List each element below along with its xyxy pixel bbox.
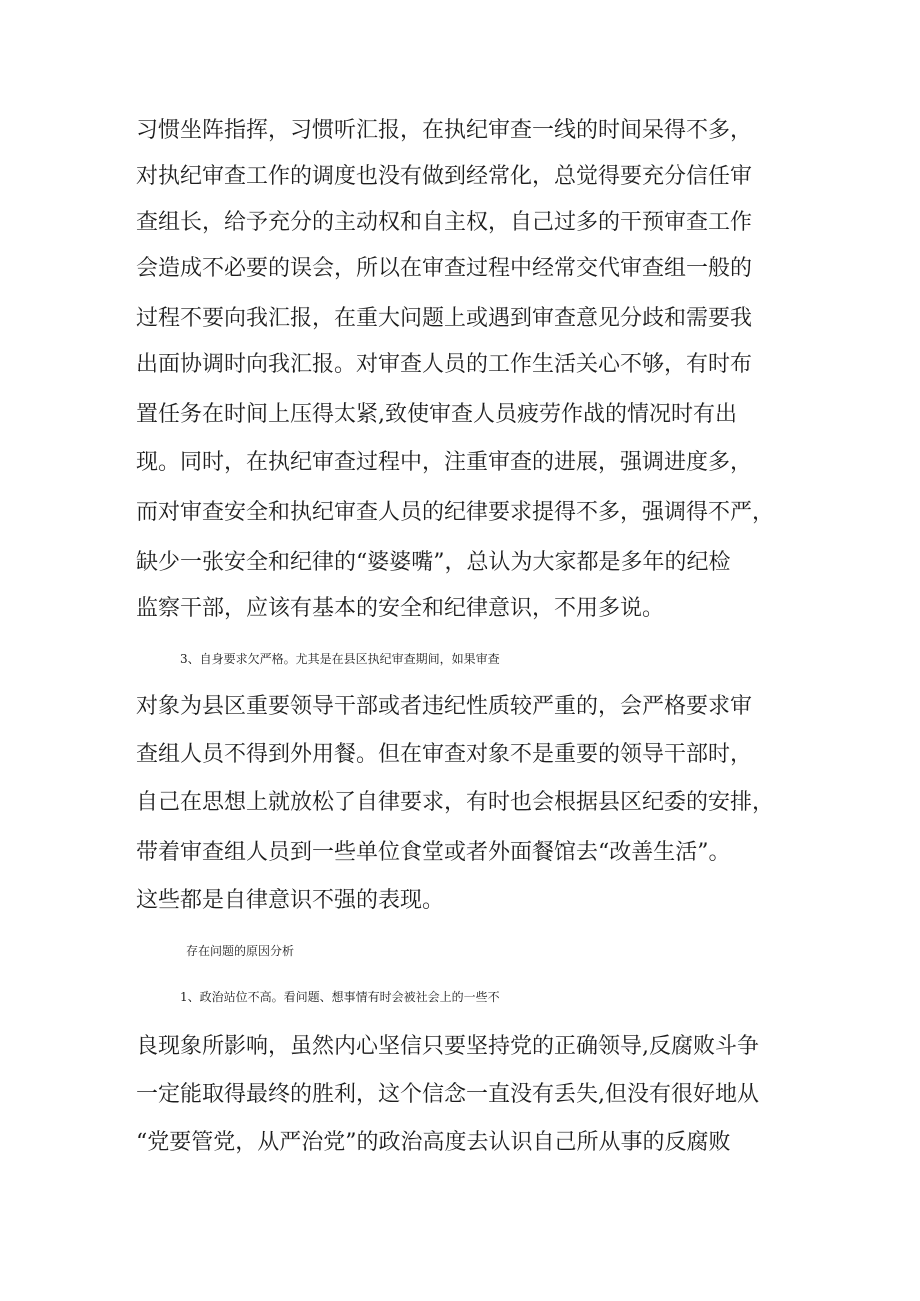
text-line: 一定能取得最终的胜利，这个信念一直没有丢失,但没有很好地从 bbox=[136, 1082, 759, 1107]
paragraph-start-line: 3、自身要求欠严格。尤其是在县区执纪审查期间，如果审查 bbox=[180, 652, 500, 666]
text-line: 对象为县区重要领导干部或者违纪性质较严重的，会严格要求审 bbox=[136, 694, 753, 719]
text-line: 良现象所影响，虽然内心坚信只要坚持党的正确领导,反腐败斗争 bbox=[136, 1034, 759, 1059]
text-line: 置任务在时间上压得太紧,致使审查人员疲劳作战的情况时有出 bbox=[136, 402, 737, 427]
text-line: “党要管党，从严治党”的政治高度去认识自己所从事的反腐败 bbox=[136, 1130, 731, 1155]
text-line: 缺少一张安全和纪律的“婆婆嘴”，总认为大家都是多年的纪检 bbox=[136, 550, 731, 575]
text-line: 查组长，给予充分的主动权和自主权，自己过多的干预审查工作 bbox=[136, 210, 753, 235]
text-line: 会造成不必要的误会，所以在审查过程中经常交代审查组一般的 bbox=[136, 256, 753, 281]
text-line: 监察干部，应该有基本的安全和纪律意识，不用多说。 bbox=[136, 596, 665, 621]
paragraph-start-line: 1、政治站位不高。看问题、想事情有时会被社会上的一些不 bbox=[180, 990, 500, 1004]
text-line: 这些都是自律意识不强的表现。 bbox=[136, 888, 445, 913]
text-line: 而对审查安全和执纪审查人员的纪律要求提得不多，强调得不严， bbox=[136, 500, 775, 525]
text-line: 现。同时，在执纪审查过程中，注重审查的进展，强调进度多， bbox=[136, 450, 753, 475]
text-line: 过程不要向我汇报，在重大问题上或遇到审查意见分歧和需要我 bbox=[136, 306, 753, 331]
text-line: 对执纪审查工作的调度也没有做到经常化，总觉得要充分信任审 bbox=[136, 164, 753, 189]
text-line: 习惯坐阵指挥，习惯听汇报，在执纪审查一线的时间呆得不多， bbox=[136, 118, 753, 143]
text-line: 自己在思想上就放松了自律要求，有时也会根据县区纪委的安排， bbox=[136, 790, 775, 815]
section-heading: 存在问题的原因分析 bbox=[186, 944, 295, 958]
text-line: 查组人员不得到外用餐。但在审查对象不是重要的领导干部时， bbox=[136, 742, 753, 767]
text-line: 出面协调时向我汇报。对审查人员的工作生活关心不够，有时布 bbox=[136, 352, 753, 377]
text-line: 带着审查组人员到一些单位食堂或者外面餐馆去“改善生活”。 bbox=[136, 840, 731, 865]
